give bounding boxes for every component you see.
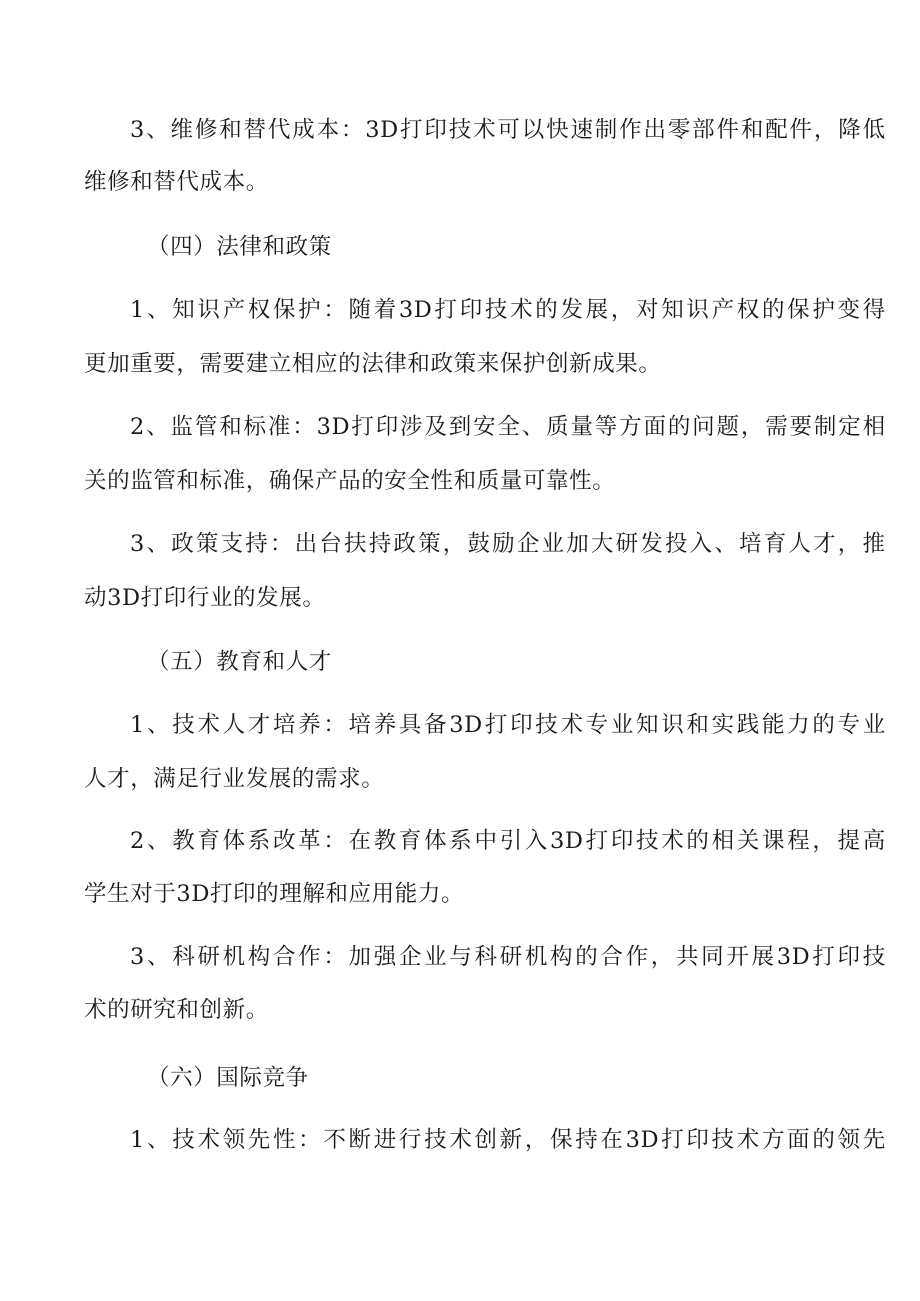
paragraph-line-first: 1 、 技 术 领 先 性 ： 不 断 进 行 技 术 创 新 ， 保 持 在 3D 打 印 技 术 方 面 的 领 先 <box>130 1127 886 1153</box>
paragraph-line-cont: 关的监管和标准，确保产品的安全性和质量可靠性。 <box>84 468 616 494</box>
paragraph-line-first: 3 、 维 修 和 替 代 成 本 ： 3D 打 印 技 术 可 以 快 速 制 作 出 零 部 件 和 配 件 ， 降 低 <box>130 117 886 143</box>
paragraph-line-cont: 术的研究和创新。 <box>84 997 269 1023</box>
paragraph-line-first: 1 、 知 识 产 权 保 护 ： 随 着 3D 打 印 技 术 的 发 展 ， 对 知 识 产 权 的 保 护 变 得 <box>130 297 886 323</box>
paragraph-line-cont: 学生对于3D打印的理解和应用能力。 <box>84 881 465 907</box>
paragraph-line-cont: 人才，满足行业发展的需求。 <box>84 766 385 792</box>
paragraph-line-first: 2 、 教 育 体 系 改 革 ： 在 教 育 体 系 中 引 入 3D 打 印 技 术 的 相 关 课 程 ， 提 高 <box>130 828 886 854</box>
paragraph-line-first: 2 、 监 管 和 标 准 ： 3D 打 印 涉 及 到 安 全 、 质 量 等 方 面 的 问 题 ， 需 要 制 定 相 <box>130 414 886 440</box>
paragraph-line-cont: 维修和替代成本。 <box>84 169 269 195</box>
section-heading: （四）法律和政策 <box>147 234 332 260</box>
section-heading: （五）教育和人才 <box>147 649 332 675</box>
section-heading: （六）国际竞争 <box>147 1065 309 1091</box>
paragraph-line-first: 1 、 技 术 人 才 培 养 ： 培 养 具 备 3D 打 印 技 术 专 业 知 识 和 实 践 能 力 的 专 业 <box>130 712 886 738</box>
paragraph-line-first: 3 、 科 研 机 构 合 作 ： 加 强 企 业 与 科 研 机 构 的 合 作 ， 共 同 开 展 3D 打 印 技 <box>130 944 886 970</box>
paragraph-line-cont: 动3D打印行业的发展。 <box>84 585 326 611</box>
paragraph-line-first: 3 、 政 策 支 持 ： 出 台 扶 持 政 策 ， 鼓 励 企 业 加 大 研 发 投 入 、 培 育 人 才 ， 推 <box>130 531 886 557</box>
paragraph-line-cont: 更加重要，需要建立相应的法律和政策来保护创新成果。 <box>84 351 662 377</box>
